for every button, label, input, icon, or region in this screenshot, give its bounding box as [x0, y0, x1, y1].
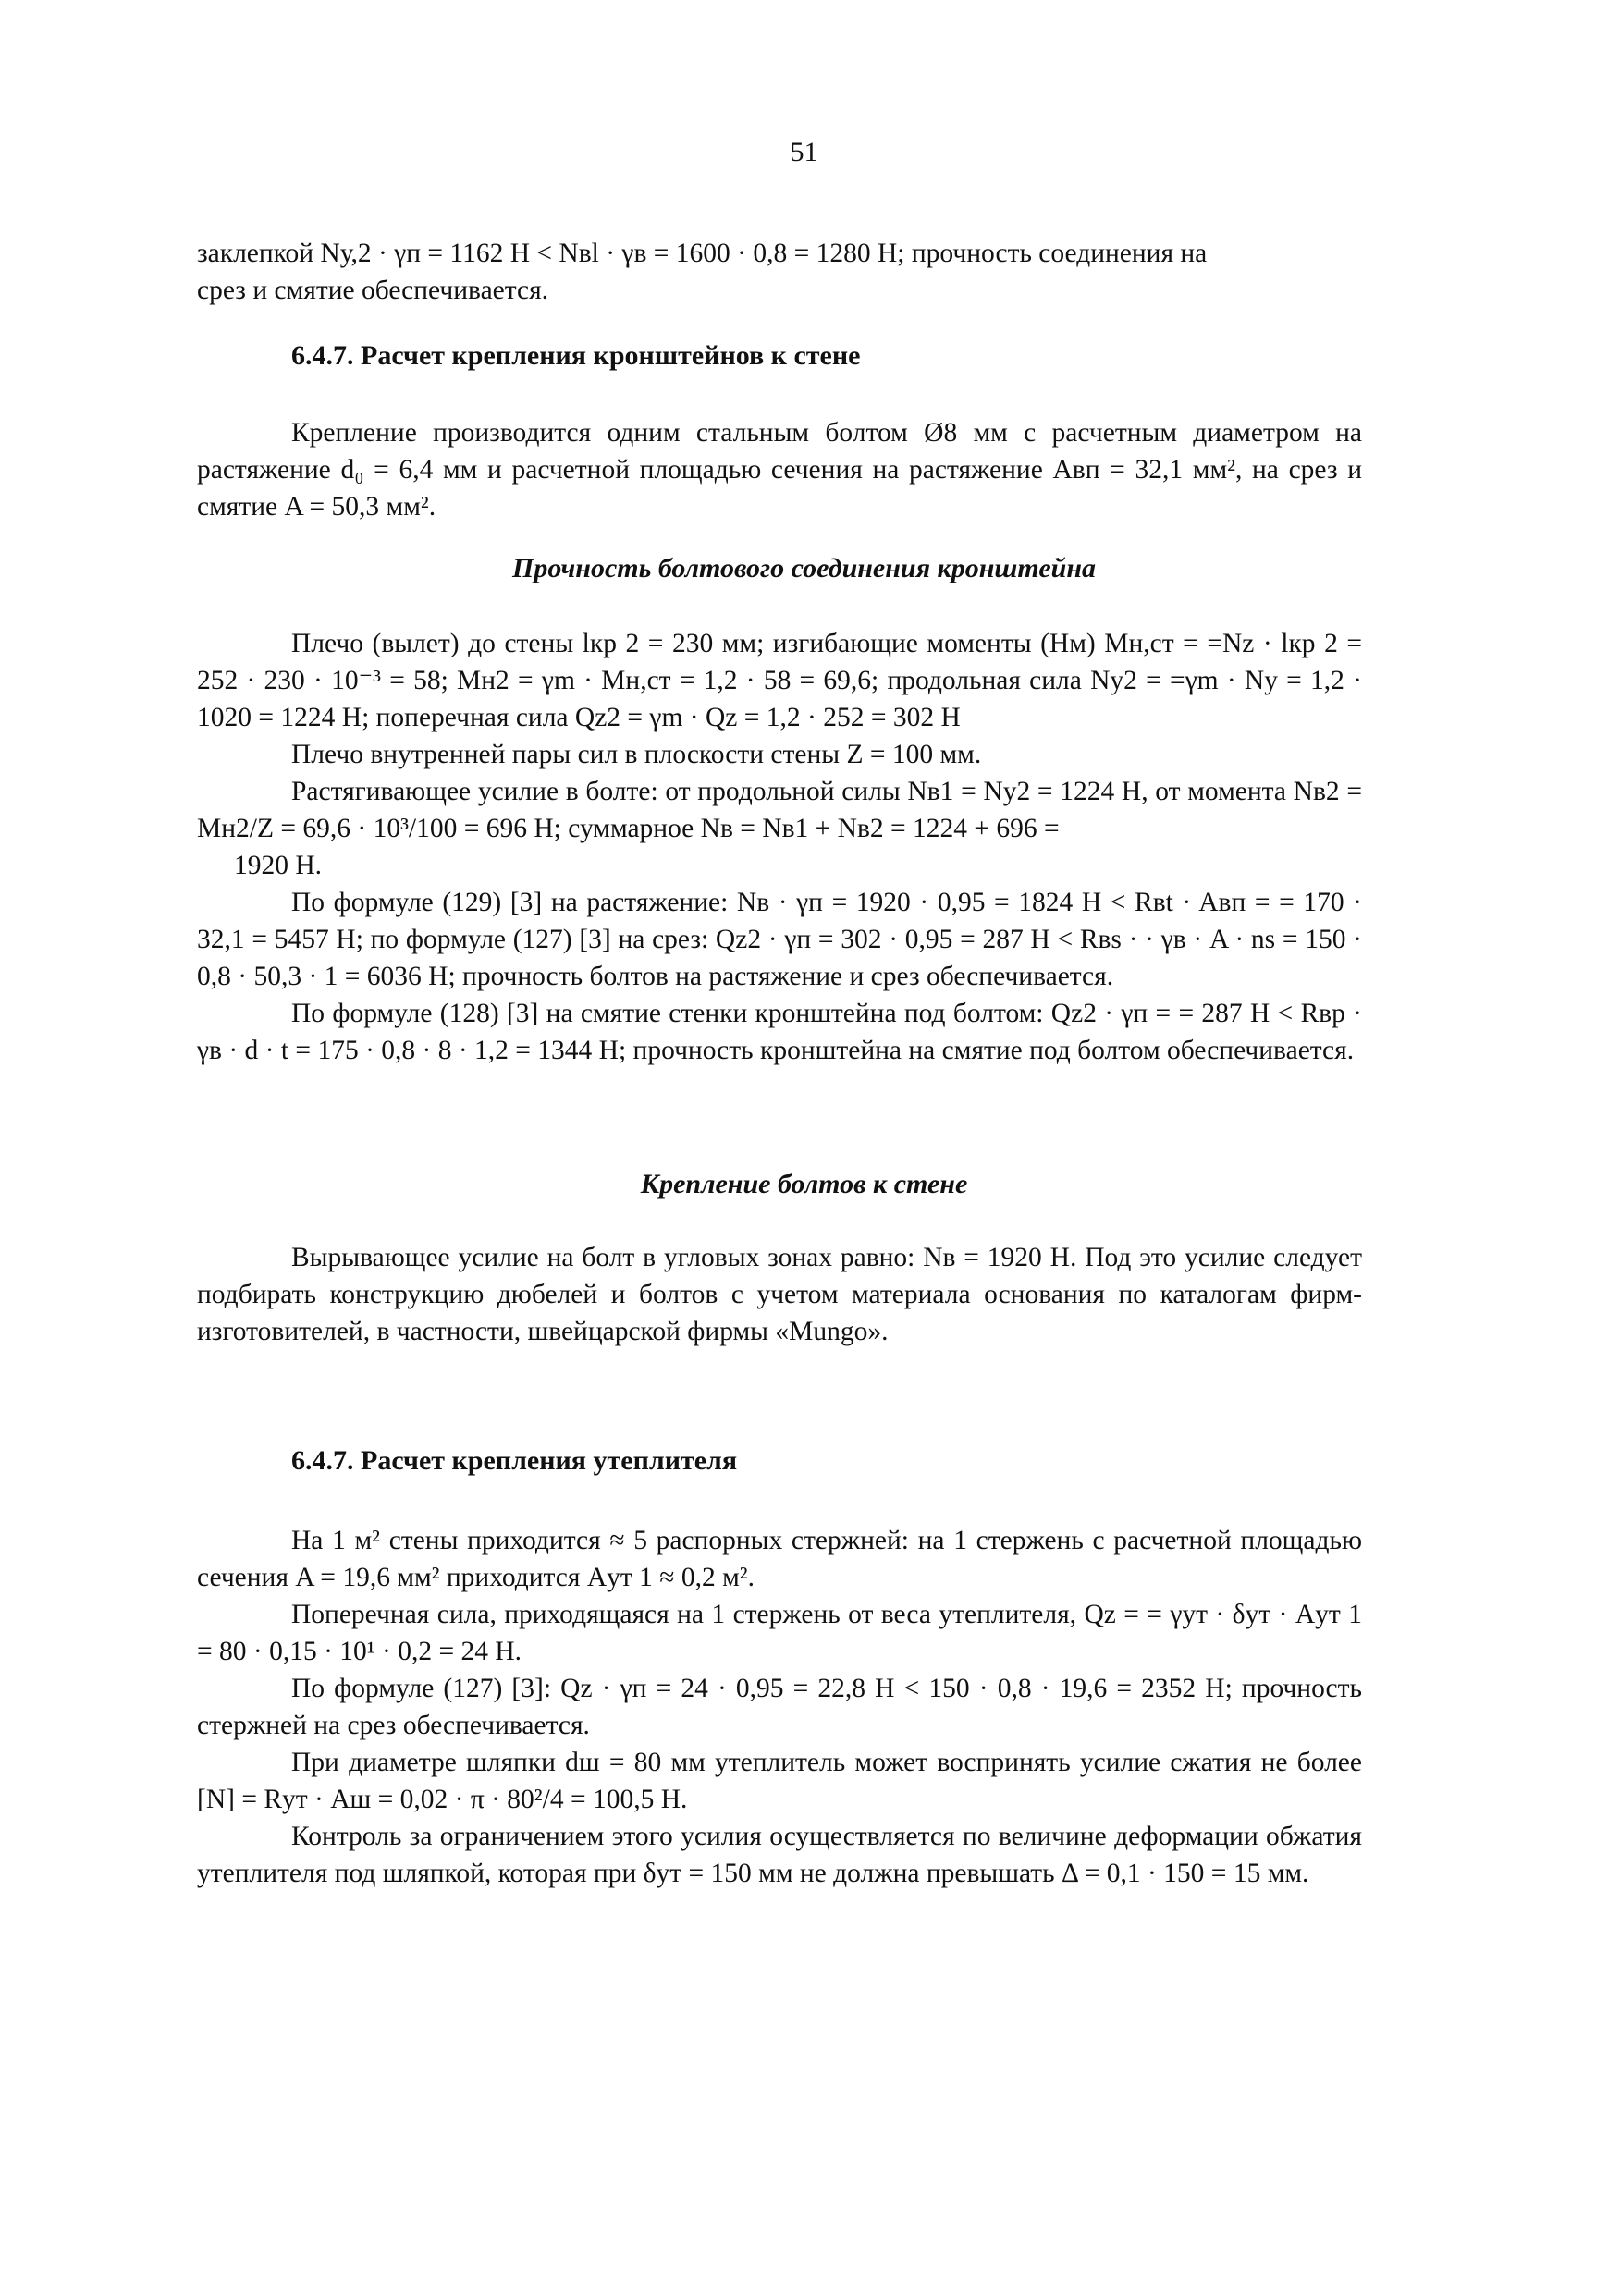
- pullout-force-paragraph: Вырывающее усилие на болт в угловых зонах равно: Nв = 1920 Н. Под это усилие следует подбирать конструкцию дюбелей и болтов с учетом материала основания по каталогам фирм-изготовителей, в частности, швейцарской фирмы «Mungo».: [197, 1243, 1362, 1346]
- rods-per-area-paragraph: На 1 м² стены приходится ≈ 5 распорных стержней: на 1 стержень с расчетной площадью сечения A = 19,6 мм² приходится Aут 1 ≈ 0,2 м².: [197, 1526, 1362, 1592]
- section-text-brackets: [197, 414, 1362, 525]
- pair-arm-paragraph: Плечо внутренней пары сил в плоскости стены Z = 100 мм.: [291, 740, 982, 769]
- cap-diameter-paragraph: При диаметре шляпки dш = 80 мм утеплитель может воспринять усилие сжатия не более [N] = Rут · Aш = 0,02 · π · 80²/4 = 100,5 Н.: [197, 1748, 1362, 1814]
- page-number: 51: [790, 137, 818, 167]
- section-heading-brackets: 6.4.7. Расчет крепления кронштейнов к стене: [291, 340, 861, 371]
- formula-129-paragraph: По формуле (129) [3] на растяжение: Nв · γп = 1920 · 0,95 = 1824 Н < Rвt · Aвп = = 170 · 32,1 = 5457 Н; по формуле (127) [3] на срез: Qz2 · γп = 302 · 0,95 = 287 Н < Rвs · · γв · A · ns = 150 · 0,8 · 50,3 · 1 = 6036 Н; прочность болтов на растяжение и срез обеспечивается.: [197, 888, 1362, 991]
- shear-force-paragraph: Поперечная сила, приходящаяся на 1 стержень от веса утеплителя, Qz = = γут · δут · Aут 1 = 80 · 0,15 · 10¹ · 0,2 = 24 Н.: [197, 1600, 1362, 1666]
- intro-line-1: заклепкой Nу,2 · γп = 1162 Н < Nвl · γв = 1600 · 0,8 = 1280 Н; прочность соединения на: [197, 239, 1208, 268]
- formula-128-paragraph: По формуле (128) [3] на смятие стенки кронштейна под болтом: Qz2 · γп = = 287 Н < Rвp · γв · d · t = 175 · 0,8 · 8 · 1,2 = 1344 Н; прочность кронштейна на смятие под болтом обеспечивается.: [197, 999, 1362, 1065]
- insulation-text: [197, 1522, 1362, 1892]
- section-heading-insulation: 6.4.7. Расчет крепления утеплителя: [291, 1445, 738, 1476]
- subsection-title-bolt-fastening: Крепление болтов к стене: [640, 1169, 968, 1199]
- moments-paragraph: Плечо (вылет) до стены lкр 2 = 230 мм; изгибающие моменты (Нм) Mн,ст = =Nz · lкр 2 = 252 · 230 · 10⁻³ = 58; Mн2 = γm · Mн,ст = 1,2 · 58 = 69,6; продольная сила Ny2 = =γm · Ny = 1,2 · 1020 = 1224 Н; поперечная сила Qz2 = γm · Qz = 1,2 · 252 = 302 Н: [197, 629, 1362, 732]
- intro-line-2: срез и смятие обеспечивается.: [197, 276, 549, 305]
- tension-total-line: 1920 Н.: [234, 851, 323, 880]
- deformation-control-paragraph: Контроль за ограничением этого усилия осуществляется по величине деформации обжатия утеплителя под шляпкой, которая при δут = 150 мм не должна превышать Δ = 0,1 · 150 = 15 мм.: [197, 1822, 1362, 1888]
- formula-127-paragraph: По формуле (127) [3]: Qz · γп = 24 · 0,95 = 22,8 Н < 150 · 0,8 · 19,6 = 2352 Н; прочность стержней на срез обеспечивается.: [197, 1674, 1362, 1740]
- tension-paragraph: Растягивающее усилие в болте: от продольной силы Nв1 = Ny2 = 1224 Н, от момента Nв2 = Mн2/Z = 69,6 · 10³/100 = 696 Н; суммарное Nв = Nв1 + Nв2 = 1224 + 696 =: [197, 777, 1362, 843]
- intro-text: [197, 235, 1362, 309]
- bolt-fastening-text: [197, 1239, 1362, 1350]
- bolt-strength-text: [197, 625, 1362, 1069]
- bolt-description-paragraph: Крепление производится одним стальным болтом Ø8 мм с расчетным диаметром на растяжение d₀ = 6,4 мм и расчетной площадью сечения на растяжение Aвп = 32,1 мм², на срез и смятие A = 50,3 мм².: [197, 418, 1362, 522]
- subsection-title-bolt-strength: Прочность болтового соединения кронштейна: [512, 553, 1096, 583]
